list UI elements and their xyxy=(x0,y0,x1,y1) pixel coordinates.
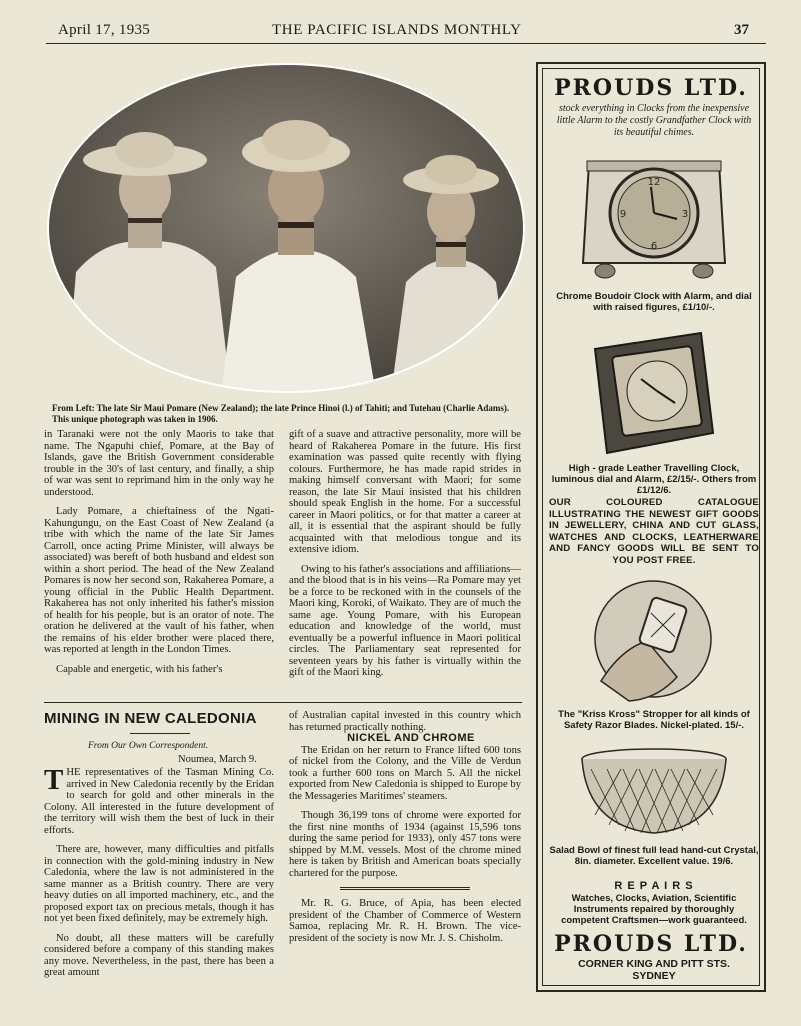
ad-tagline: stock everything in Clocks from the inexpensive little Alarm to the costly Grandfather Clock with its beautiful chimes. xyxy=(556,103,752,138)
drop-cap: T xyxy=(44,764,64,796)
header-rule xyxy=(46,43,766,44)
pomare-article-column-2 xyxy=(289,429,521,679)
mining-column-1 xyxy=(44,764,274,979)
catalogue-offer: OUR COLOURED CATALOGUE ILLUSTRATING THE NEWEST GIFT GOODS IN JEWELLERY, CHINA AND CUT GLASS, WATCHES AND CLOCKS, LEATHERWARE AND FANCY GOODS WILL BE SENT TO YOU POST FREE. xyxy=(549,497,759,566)
portrait-photograph xyxy=(46,62,526,394)
svg-text:12: 12 xyxy=(647,177,661,188)
repairs-description: Watches, Clocks, Aviation, Scientific Instruments repaired by thoroughly competent Craftsmen—work guaranteed. xyxy=(561,893,747,926)
pomare-article-column-1 xyxy=(44,429,274,675)
paragraph: gift of a suave and attractive personality, more will be heard of Rakaherea Pomare in the future. His first examination was passed quite recently with flying colours. Furthermore, he has made rapid strides in making himself conversant with Maori; for some reason, the late Sir Maui insisted that his children should speak English in the home. For a successful career in Maori politics, or for that matter a career at all, it is essential that the aspirant should be fully acquainted with that melodious tongue and its extensive idiom. xyxy=(289,429,521,555)
travelling-clock-illustration xyxy=(591,329,717,457)
prouds-advertisement xyxy=(536,62,766,992)
boudoir-clock-description: Chrome Boudoir Clock with Alarm, and dial with raised figures, £1/10/-. xyxy=(556,291,752,313)
paragraph: There are, however, many difficulties and pitfalls in connection with the gold-mining industry in New Caledonia, where the law is not administered in the same manner as a British country. There are very heavy duties on all imported machinery, etc., and the proposed export tax on precious metals, though it has not yet been fixed definitely, may be extremely high. xyxy=(44,844,274,924)
paragraph: The Eridan on her return to France lifted 600 tons of nickel from the Colony, and the Ville de Verdun took a further 600 tons on March 5. All the nickel exported from New Caledonia is shipped to Europe by the Messageries Maritimes' steamers. xyxy=(289,744,521,802)
paragraph: of Australian capital invested in this country which has returned practically nothing. xyxy=(289,710,521,733)
subheading: NICKEL AND CHROME xyxy=(347,732,475,744)
travelling-clock-description: High - grade Leather Travelling Clock, luminous dial and Alarm, £2/15/-. Others from £1/12/6. xyxy=(551,463,757,496)
boudoir-clock-illustration xyxy=(581,153,727,285)
paragraph-text: HE representatives of the Tasman Mining Co. arrived in New Caledonia recently by the Eridan to search for gold and other minerals in the Colony. All interested in the future development of the territory will wish them the best of luck in their efforts. xyxy=(44,767,274,836)
paragraph: Owing to his father's associations and affiliations—and the blood that is in his veins—Ra Pomare may yet be a force to be reckoned with in the counsels of the Maori king, Koroki, of Waikato. They are of much the same age. Young Pomare, with his European education and knowledge of the world, must eventually be a powerful influence in Maori political circles. The Parliamentary seat represented for seventeen years by his father is virtually within the gift of the Maori king. xyxy=(289,563,521,678)
svg-text:3: 3 xyxy=(681,209,689,220)
salad-bowl-description: Salad Bowl of finest full lead hand-cut Crystal, 8in. diameter. Excellent value. 19/6. xyxy=(549,845,759,867)
svg-text:6: 6 xyxy=(650,241,658,252)
three-men-photo-illustration xyxy=(46,62,526,394)
mining-column-2 xyxy=(289,710,521,944)
paragraph: in Taranaki were not the only Maoris to take that name. The Ngapuhi chief, Pomare, at the Bay of Islands, gave the British Government considerable trouble in the 30's of last century, and finally, a ship of war was sent to reprimand him in the only way he understood. xyxy=(44,429,274,498)
paragraph xyxy=(44,764,274,836)
paragraph: Capable and energetic, with his father's xyxy=(56,663,223,675)
paragraph: No doubt, all these matters will be carefully considered before a company of this standing makes any move. Nevertheless, in the past, there has been a great amount xyxy=(44,932,274,978)
issue-date: April 17, 1935 xyxy=(58,22,151,38)
dateline: Noumea, March 9. xyxy=(178,754,257,765)
heading-rule xyxy=(130,733,190,734)
address-line-1: CORNER KING AND PITT STS. xyxy=(578,958,730,970)
repairs-heading: R E P A I R S xyxy=(614,880,694,892)
publication-title: THE PACIFIC ISLANDS MONTHLY xyxy=(272,22,522,38)
razor-stropper-illustration xyxy=(591,579,717,703)
svg-text:9: 9 xyxy=(619,209,627,220)
photo-caption: From Left: The late Sir Maui Pomare (New Zealand); the late Prince Hinoi (l.) of Tahiti; and Tutehau (Charlie Adams). This unique photograph was taken in 1906. xyxy=(52,403,510,424)
address-line-2: SYDNEY xyxy=(632,970,676,982)
paragraph: Though 36,199 tons of chrome were exported for the first nine months of 1934 (against 15,596 tons during the same period for 1933), only 457 tons were shipped by M.M. vessels. Most of the chrome mined here is taken by British and American boats specially chartered for the purpose. xyxy=(289,810,521,879)
paragraph: Lady Pomare, a chieftainess of the Ngati-Kahungungu, on the East Coast of New Zealand (a tribe with which the name of the late Sir James Carroll, once acting Prime Minister, will always be associated) was bereft of both husband and eldest son within a short period. The head of the New Zealand Pomares is now her second son, Rakaherea Pomare, a young official in the Public Health Department. Rakaherea has not only inherited his father's mission of health for his people, but is an orator of note. The oration he delivered at the vault of his father, when the remains of his elder brother were placed there, was reported at length in the London Times. xyxy=(44,506,274,655)
stropper-description: The "Kriss Kross" Stropper for all kinds of Safety Razor Blades. Nickel-plated. 15/-. xyxy=(558,709,750,731)
news-note: Mr. R. G. Bruce, of Apia, has been elected president of the Chamber of Commerce of Western Samoa, replacing Mr. R. H. Brown. The vice-president of the society is now Mr. J. S. Chisholm. xyxy=(289,898,521,944)
ad-brand-bottom: PROUDS LTD. xyxy=(554,931,748,957)
ad-inner-border xyxy=(542,68,760,986)
crystal-salad-bowl-illustration xyxy=(579,745,729,837)
byline: From Our Own Correspondent. xyxy=(88,741,209,751)
page-number: 37 xyxy=(734,22,749,38)
mining-heading: MINING IN NEW CALEDONIA xyxy=(44,710,257,727)
section-divider xyxy=(44,702,522,703)
ad-brand-top: PROUDS LTD. xyxy=(554,75,748,101)
double-rule xyxy=(340,887,470,890)
